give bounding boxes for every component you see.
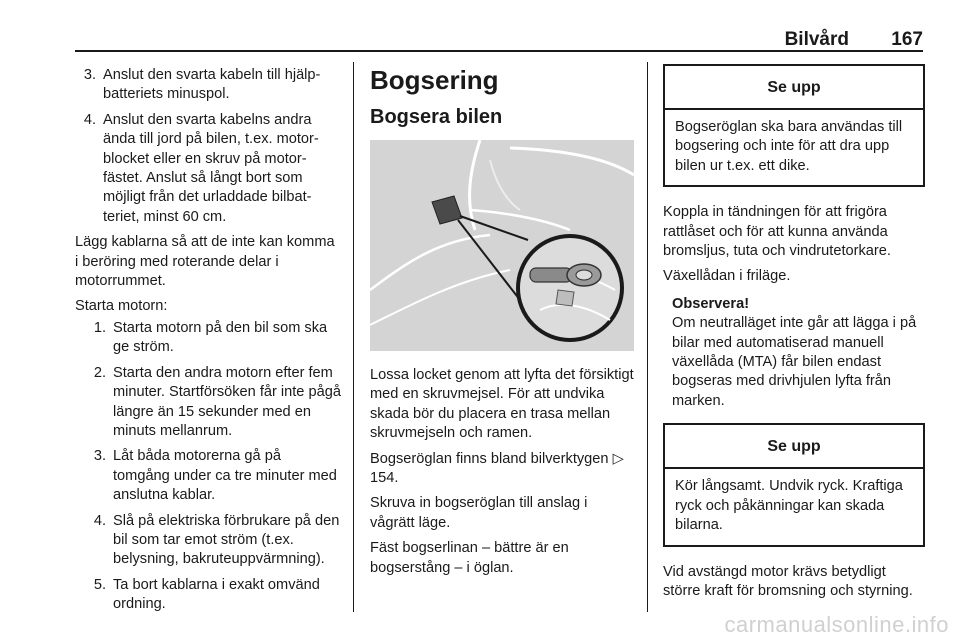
paragraph: Koppla in tändningen för att frigöra rattlåset och för att kunna använda bromsljus, tuta och vindrutetorkare. — [663, 204, 891, 260]
section-heading: Bogsering — [370, 65, 499, 95]
list-item — [75, 447, 341, 505]
list-text: Starta motorn på den bil som ska ge ström. — [113, 319, 328, 356]
list-number: 3. — [83, 67, 96, 83]
list-item — [75, 66, 341, 105]
column-1 — [75, 66, 341, 621]
page-number: 167 — [891, 29, 923, 50]
subsection-heading: Bogsera bilen — [370, 106, 503, 128]
list-number: 5. — [93, 576, 106, 593]
list-item — [75, 576, 341, 615]
watermark: carmanualsonline.info — [724, 612, 949, 637]
paragraph: Starta motorn: — [75, 298, 168, 315]
paragraph: Vid avstängd motor krävs betydligt större kraft för bromsning och styrning. — [663, 563, 913, 599]
list-number: 3. — [93, 448, 106, 465]
caution-box — [663, 423, 925, 546]
column-divider-1 — [353, 62, 354, 612]
paragraph: Skruva in bogseröglan till anslag i vågrätt läge. — [370, 495, 588, 531]
list-number: 1. — [93, 319, 106, 336]
list-text: Anslut den svarta kabelns andra ända till jord på bilen, t.ex. motorblocket eller en skruv på motorfästet. Anslut så långt bort som möjligt från det urladdade bilbatteriet, minst 60 cm. — [103, 111, 319, 225]
section-title: Bilvård — [784, 29, 849, 50]
paragraph: Lossa locket genom att lyfta det försiktigt med en skruvmejsel. För att undvika skada bör du placera en trasa mellan skruvmejseln och ramen. — [370, 367, 634, 442]
page-header — [75, 26, 923, 52]
towing-eye-illustration — [370, 140, 634, 351]
list-text: Slå på elektriska förbrukare på den bil som tar emot ström (t.ex. belysning, bakruteuppvärmning). — [113, 512, 340, 568]
list-item — [75, 364, 341, 442]
column-3 — [663, 64, 925, 607]
paragraph: Lägg kablarna så att de inte kan komma i beröring med roterande delar i motorrummet. — [75, 234, 335, 290]
list-text: Ta bort kablarna i exakt omvänd ordning. — [113, 576, 320, 613]
towing-eye-drawing — [370, 140, 634, 351]
list-text: Starta den andra motorn efter fem minuter. Startförsöken får inte pågå längre än 15 sekunder med en minuts mellanrum. — [113, 364, 341, 439]
caution-text: Bogseröglan ska bara användas till bogsering och inte för att dra upp bilen ur t.ex. ett dike. — [675, 119, 903, 174]
column-divider-2 — [647, 62, 648, 612]
paragraph: Växellådan i friläge. — [663, 268, 791, 285]
caution-box — [663, 64, 925, 187]
note-text: Om neutralläget inte går att lägga i på bilar med automatiserad manuell växellåda (MTA) får bilen endast bogseras med drivhjulen lyfta från marken. — [672, 315, 917, 409]
list-item — [75, 111, 341, 227]
note-block — [663, 295, 925, 411]
start-steps-list — [75, 319, 341, 615]
caution-text: Kör långsamt. Undvik ryck. Kraftiga ryck och påkänningar kan skada bilarna. — [675, 478, 903, 534]
column-2 — [370, 64, 636, 584]
list-item — [75, 319, 341, 358]
list-text: Låt båda motorerna gå på tomgång under ca tre minuter med anslutna kablar. — [113, 448, 337, 504]
list-number: 2. — [93, 364, 106, 381]
list-number: 4. — [93, 512, 106, 529]
caution-title: Se upp — [665, 66, 923, 110]
paragraph: Fäst bogserlinan – bättre är en bogserstång – i öglan. — [370, 540, 569, 576]
list-text: Anslut den svarta kabeln till hjälpbatteriets minuspol. — [103, 67, 321, 103]
list-number: 4. — [83, 111, 96, 128]
caution-title: Se upp — [665, 425, 923, 469]
paragraph-cross-reference: Bogseröglan finns bland bilverktygen ▷ 154. — [370, 450, 624, 487]
list-item — [75, 512, 341, 570]
note-title: Observera! — [672, 295, 750, 312]
